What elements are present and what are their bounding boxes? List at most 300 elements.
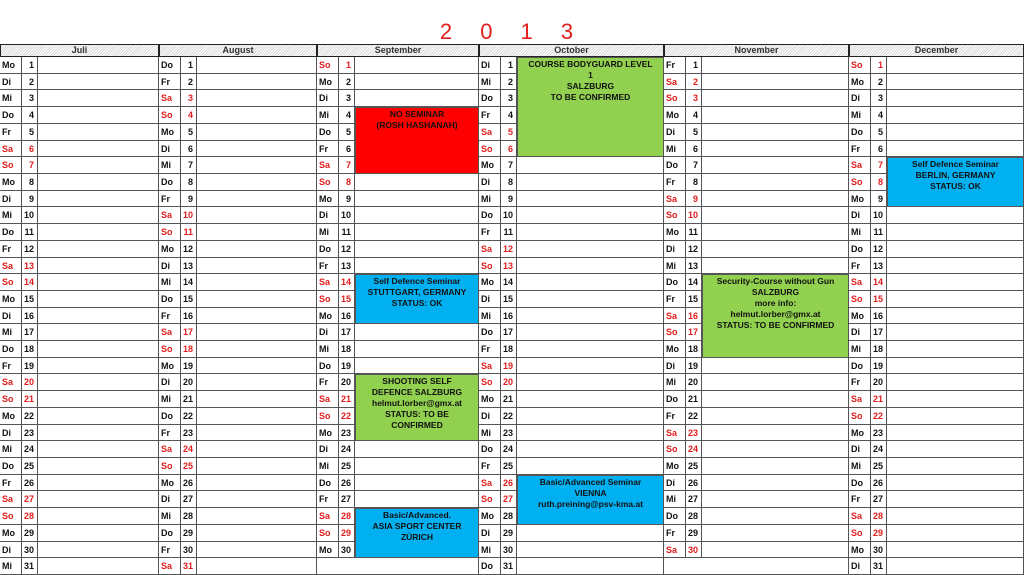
day-number-cell: 7 [501,157,517,174]
day-number-cell: 2 [22,74,38,91]
event-cell[interactable] [38,441,159,458]
day-number-cell: 20 [501,374,517,391]
event-cell[interactable] [887,525,1024,542]
event-cell[interactable] [887,291,1024,308]
event-cell[interactable] [702,207,849,224]
event-cell[interactable] [355,57,479,74]
day-number-cell: 1 [686,57,702,74]
event-cell[interactable] [355,491,479,508]
event-cell[interactable] [887,258,1024,275]
event-cell[interactable] [38,90,159,107]
event-cell[interactable] [517,458,664,475]
event-cell[interactable] [355,458,479,475]
event-cell[interactable] [702,74,849,91]
event-text-line: VIENNA [574,487,607,498]
event-cell[interactable] [197,525,317,542]
event-cell[interactable] [355,174,479,191]
weekday-cell: So [664,441,686,458]
weekday-cell: So [317,57,339,74]
weekday-cell: Fr [664,525,686,542]
weekday-cell: Do [479,558,501,575]
weekday-cell: Do [0,107,22,124]
day-number-cell: 25 [501,458,517,475]
weekday-cell: Do [849,358,871,375]
weekday-cell: Sa [0,141,22,158]
event-cell[interactable] [197,374,317,391]
event-cell[interactable] [702,258,849,275]
day-number-cell: 12 [22,241,38,258]
day-number-cell: 27 [22,491,38,508]
event-cell[interactable] [355,341,479,358]
weekday-cell: Di [849,558,871,575]
weekday-cell: Fr [159,425,181,442]
event-cell[interactable] [887,107,1024,124]
event-text-line: BERLIN, GERMANY [915,170,996,181]
event-cell[interactable] [355,475,479,492]
weekday-cell: Mi [0,324,22,341]
weekday-cell: Mo [317,308,339,325]
weekday-cell: Mo [317,425,339,442]
event-text-line: 1 [588,70,593,80]
event-text-line: more info: [754,298,797,309]
weekday-cell: Mi [159,157,181,174]
day-number-cell: 27 [686,491,702,508]
event-cell[interactable] [702,90,849,107]
weekday-cell: Do [664,508,686,525]
day-number-cell: 30 [501,542,517,559]
event-cell[interactable] [887,341,1024,358]
event-cell[interactable] [197,90,317,107]
event-cell[interactable] [517,258,664,275]
event-cell[interactable] [355,241,479,258]
weekday-cell: Mi [849,107,871,124]
event-cell[interactable] [197,324,317,341]
event-cell[interactable] [38,141,159,158]
event-cell[interactable] [702,191,849,208]
event-text-line: STUTTGART, GERMANY [367,287,467,298]
event-cell[interactable] [702,358,849,375]
event-cell[interactable] [887,458,1024,475]
weekday-cell: Sa [159,558,181,575]
day-number-cell: 16 [339,308,355,325]
event-cell[interactable] [38,525,159,542]
event-cell[interactable] [38,425,159,442]
weekday-cell: Do [849,475,871,492]
weekday-cell: Di [0,74,22,91]
event-cell[interactable] [197,341,317,358]
event-cell[interactable] [197,124,317,141]
weekday-cell: Fr [479,224,501,241]
event-cell[interactable] [702,458,849,475]
day-number-cell: 23 [339,425,355,442]
event-cell[interactable] [517,441,664,458]
event-cell[interactable] [38,174,159,191]
day-number-cell: 4 [871,107,887,124]
event-cell[interactable] [702,57,849,74]
weekday-cell: Fr [849,141,871,158]
event-cell[interactable] [887,558,1024,575]
event-cell[interactable] [887,358,1024,375]
event-cell[interactable] [38,341,159,358]
weekday-cell: Do [159,174,181,191]
event-cell[interactable] [355,207,479,224]
weekday-cell: Di [849,207,871,224]
weekday-cell: Do [317,358,339,375]
event-cell[interactable] [197,174,317,191]
day-number-cell: 8 [22,174,38,191]
event-cell[interactable] [702,525,849,542]
event-cell[interactable] [887,90,1024,107]
event-cell[interactable] [517,291,664,308]
event-cell[interactable] [197,241,317,258]
event-cell[interactable] [887,441,1024,458]
day-number-cell: 3 [22,90,38,107]
event-cell[interactable] [197,391,317,408]
day-number-cell: 22 [339,408,355,425]
event-cell[interactable] [517,324,664,341]
day-number-cell: 2 [339,74,355,91]
event-text-line: Basic/Advanced Seminar [539,476,642,487]
day-number-cell: 28 [339,508,355,525]
event-cell[interactable] [887,57,1024,74]
event-cell[interactable] [702,124,849,141]
event-cell[interactable] [197,425,317,442]
event-cell[interactable] [38,57,159,74]
weekday-cell: Fr [479,341,501,358]
event-cell[interactable] [517,224,664,241]
weekday-cell: Mi [479,74,501,91]
event-cell[interactable] [38,491,159,508]
day-number-cell: 1 [22,57,38,74]
weekday-cell: Mo [664,107,686,124]
month-header-december: December [849,44,1024,57]
event-cell[interactable] [517,341,664,358]
event-cell[interactable] [197,542,317,559]
event-cell[interactable] [355,441,479,458]
weekday-cell: Mo [159,241,181,258]
event-cell[interactable] [197,475,317,492]
event-cell[interactable] [38,542,159,559]
event-cell[interactable] [197,74,317,91]
day-number-cell: 3 [686,90,702,107]
event-cell[interactable] [887,308,1024,325]
event-cell[interactable] [197,107,317,124]
day-number-cell: 20 [871,374,887,391]
day-number-cell: 7 [686,157,702,174]
event-block[interactable] [355,508,479,558]
weekday-cell: Mi [317,341,339,358]
event-cell[interactable] [355,258,479,275]
event-cell[interactable] [887,207,1024,224]
day-number-cell: 10 [871,207,887,224]
weekday-cell: Do [159,57,181,74]
event-block[interactable] [355,274,479,324]
day-number-cell: 10 [339,207,355,224]
event-cell[interactable] [517,525,664,542]
event-cell[interactable] [887,124,1024,141]
event-cell[interactable] [38,324,159,341]
day-number-cell: 21 [501,391,517,408]
event-cell[interactable] [197,441,317,458]
event-cell[interactable] [517,542,664,559]
day-number-cell: 23 [686,425,702,442]
event-cell[interactable] [887,74,1024,91]
weekday-cell: Di [159,491,181,508]
event-cell[interactable] [517,391,664,408]
event-cell[interactable] [887,508,1024,525]
event-text-line: SALZBURG [566,81,615,91]
event-cell[interactable] [355,224,479,241]
event-cell[interactable] [38,157,159,174]
weekday-cell: Di [159,258,181,275]
event-cell[interactable] [517,191,664,208]
event-cell[interactable] [38,408,159,425]
event-cell[interactable] [887,391,1024,408]
weekday-cell: Sa [479,241,501,258]
day-number-cell: 11 [339,224,355,241]
event-cell[interactable] [197,224,317,241]
day-number-cell: 22 [686,408,702,425]
event-cell[interactable] [887,408,1024,425]
event-cell[interactable] [702,391,849,408]
event-cell[interactable] [197,258,317,275]
event-cell[interactable] [197,408,317,425]
event-cell[interactable] [38,224,159,241]
weekday-cell: So [159,107,181,124]
event-cell[interactable] [702,224,849,241]
weekday-cell: Mo [849,191,871,208]
event-cell[interactable] [38,374,159,391]
event-cell[interactable] [517,558,664,575]
weekday-cell: Mo [159,124,181,141]
event-cell[interactable] [197,291,317,308]
month-header-november: November [664,44,849,57]
event-cell[interactable] [702,241,849,258]
event-cell[interactable] [887,374,1024,391]
day-number-cell: 30 [871,542,887,559]
day-number-cell: 14 [22,274,38,291]
event-cell[interactable] [702,107,849,124]
event-cell[interactable] [702,491,849,508]
day-number-cell: 22 [22,408,38,425]
month-header-september: September [317,44,479,57]
day-number-cell: 15 [686,291,702,308]
event-block[interactable] [355,374,479,441]
weekday-cell: Do [849,241,871,258]
day-number-cell: 29 [871,525,887,542]
event-cell[interactable] [517,374,664,391]
weekday-cell: So [479,374,501,391]
event-cell[interactable] [197,558,317,575]
event-cell[interactable] [355,358,479,375]
day-number-cell: 24 [22,441,38,458]
event-cell[interactable] [517,308,664,325]
event-block[interactable] [702,274,849,358]
event-cell[interactable] [38,74,159,91]
weekday-cell: Di [317,90,339,107]
event-cell[interactable] [197,191,317,208]
event-cell[interactable] [197,491,317,508]
event-cell[interactable] [355,324,479,341]
event-cell[interactable] [38,391,159,408]
event-cell[interactable] [197,308,317,325]
weekday-cell: Mi [664,258,686,275]
event-cell[interactable] [38,207,159,224]
event-cell[interactable] [517,408,664,425]
day-number-cell: 17 [181,324,197,341]
weekday-cell: Do [159,291,181,308]
day-number-cell: 5 [501,124,517,141]
day-number-cell: 16 [22,308,38,325]
day-number-cell: 28 [22,508,38,525]
event-cell[interactable] [355,90,479,107]
event-cell[interactable] [38,291,159,308]
event-cell[interactable] [38,258,159,275]
day-number-cell: 11 [22,224,38,241]
weekday-cell: So [849,291,871,308]
event-cell[interactable] [702,157,849,174]
day-number-cell: 31 [501,558,517,575]
day-number-cell: 11 [501,224,517,241]
day-number-cell: 25 [686,458,702,475]
event-cell[interactable] [887,241,1024,258]
event-cell[interactable] [355,74,479,91]
event-cell[interactable] [517,358,664,375]
event-cell[interactable] [887,224,1024,241]
event-cell[interactable] [38,458,159,475]
event-cell[interactable] [38,241,159,258]
event-cell[interactable] [38,475,159,492]
day-number-cell: 7 [871,157,887,174]
event-cell[interactable] [197,157,317,174]
event-cell[interactable] [197,358,317,375]
day-number-cell: 9 [686,191,702,208]
event-cell[interactable] [197,57,317,74]
event-cell[interactable] [197,141,317,158]
weekday-cell: Fr [0,475,22,492]
event-text-line: STATUS: OK [391,298,443,309]
event-cell[interactable] [38,508,159,525]
event-cell[interactable] [702,508,849,525]
day-number-cell: 18 [339,341,355,358]
event-cell[interactable] [197,508,317,525]
weekday-cell: Do [664,157,686,174]
event-cell[interactable] [702,174,849,191]
event-cell[interactable] [38,308,159,325]
event-cell[interactable] [887,542,1024,559]
event-cell[interactable] [197,274,317,291]
event-block[interactable] [887,157,1024,207]
event-cell[interactable] [38,358,159,375]
weekday-cell: Fr [159,191,181,208]
weekday-cell: Fr [317,374,339,391]
event-cell[interactable] [38,274,159,291]
day-number-cell: 1 [181,57,197,74]
day-number-cell: 8 [871,174,887,191]
event-cell[interactable] [887,324,1024,341]
day-number-cell: 4 [501,107,517,124]
event-cell[interactable] [702,425,849,442]
event-cell[interactable] [517,157,664,174]
weekday-cell: Sa [317,391,339,408]
weekday-cell: Di [479,174,501,191]
weekday-cell: Mo [317,191,339,208]
event-cell[interactable] [702,374,849,391]
event-text-line: ZÜRICH [400,532,434,543]
event-block[interactable] [355,107,479,174]
weekday-cell: Fr [159,308,181,325]
day-number-cell: 29 [339,525,355,542]
weekday-cell: Mi [664,374,686,391]
day-number-cell: 8 [501,174,517,191]
event-cell[interactable] [887,425,1024,442]
event-block[interactable] [517,475,664,525]
event-cell[interactable] [702,141,849,158]
event-cell[interactable] [887,274,1024,291]
event-cell[interactable] [38,107,159,124]
day-number-cell: 12 [686,241,702,258]
day-number-cell: 12 [339,241,355,258]
event-block[interactable] [517,57,664,157]
event-cell[interactable] [887,475,1024,492]
event-cell[interactable] [517,425,664,442]
event-cell[interactable] [702,542,849,559]
event-cell[interactable] [355,191,479,208]
event-cell[interactable] [702,475,849,492]
weekday-cell: Mo [479,157,501,174]
event-cell[interactable] [197,207,317,224]
event-cell[interactable] [38,191,159,208]
weekday-cell: Sa [479,124,501,141]
day-number-cell: 27 [871,491,887,508]
weekday-cell: Fr [317,141,339,158]
year-title: 2 0 1 3 [439,19,585,44]
weekday-cell: Sa [664,191,686,208]
event-cell[interactable] [517,241,664,258]
day-number-cell: 6 [181,141,197,158]
event-cell[interactable] [38,558,159,575]
event-cell[interactable] [702,441,849,458]
day-number-cell: 20 [22,374,38,391]
weekday-cell: Mi [849,458,871,475]
weekday-cell: Do [0,341,22,358]
empty-cell [317,558,479,575]
weekday-cell: Sa [159,207,181,224]
weekday-cell: Mo [479,508,501,525]
event-cell[interactable] [517,274,664,291]
day-number-cell: 17 [22,324,38,341]
day-number-cell: 15 [871,291,887,308]
event-cell[interactable] [887,491,1024,508]
weekday-cell: Do [159,525,181,542]
event-cell[interactable] [517,174,664,191]
weekday-cell: Fr [0,358,22,375]
event-text-line: Self Defence Seminar [373,276,461,287]
event-cell[interactable] [702,408,849,425]
weekday-cell: Di [479,57,501,74]
weekday-cell: So [317,174,339,191]
day-number-cell: 10 [686,207,702,224]
event-cell[interactable] [517,207,664,224]
event-cell[interactable] [887,141,1024,158]
event-cell[interactable] [38,124,159,141]
weekday-cell: Mo [849,74,871,91]
weekday-cell: Fr [664,408,686,425]
weekday-cell: So [849,525,871,542]
weekday-cell: So [0,391,22,408]
event-cell[interactable] [197,458,317,475]
event-text-line: CONFIRMED [391,420,443,431]
